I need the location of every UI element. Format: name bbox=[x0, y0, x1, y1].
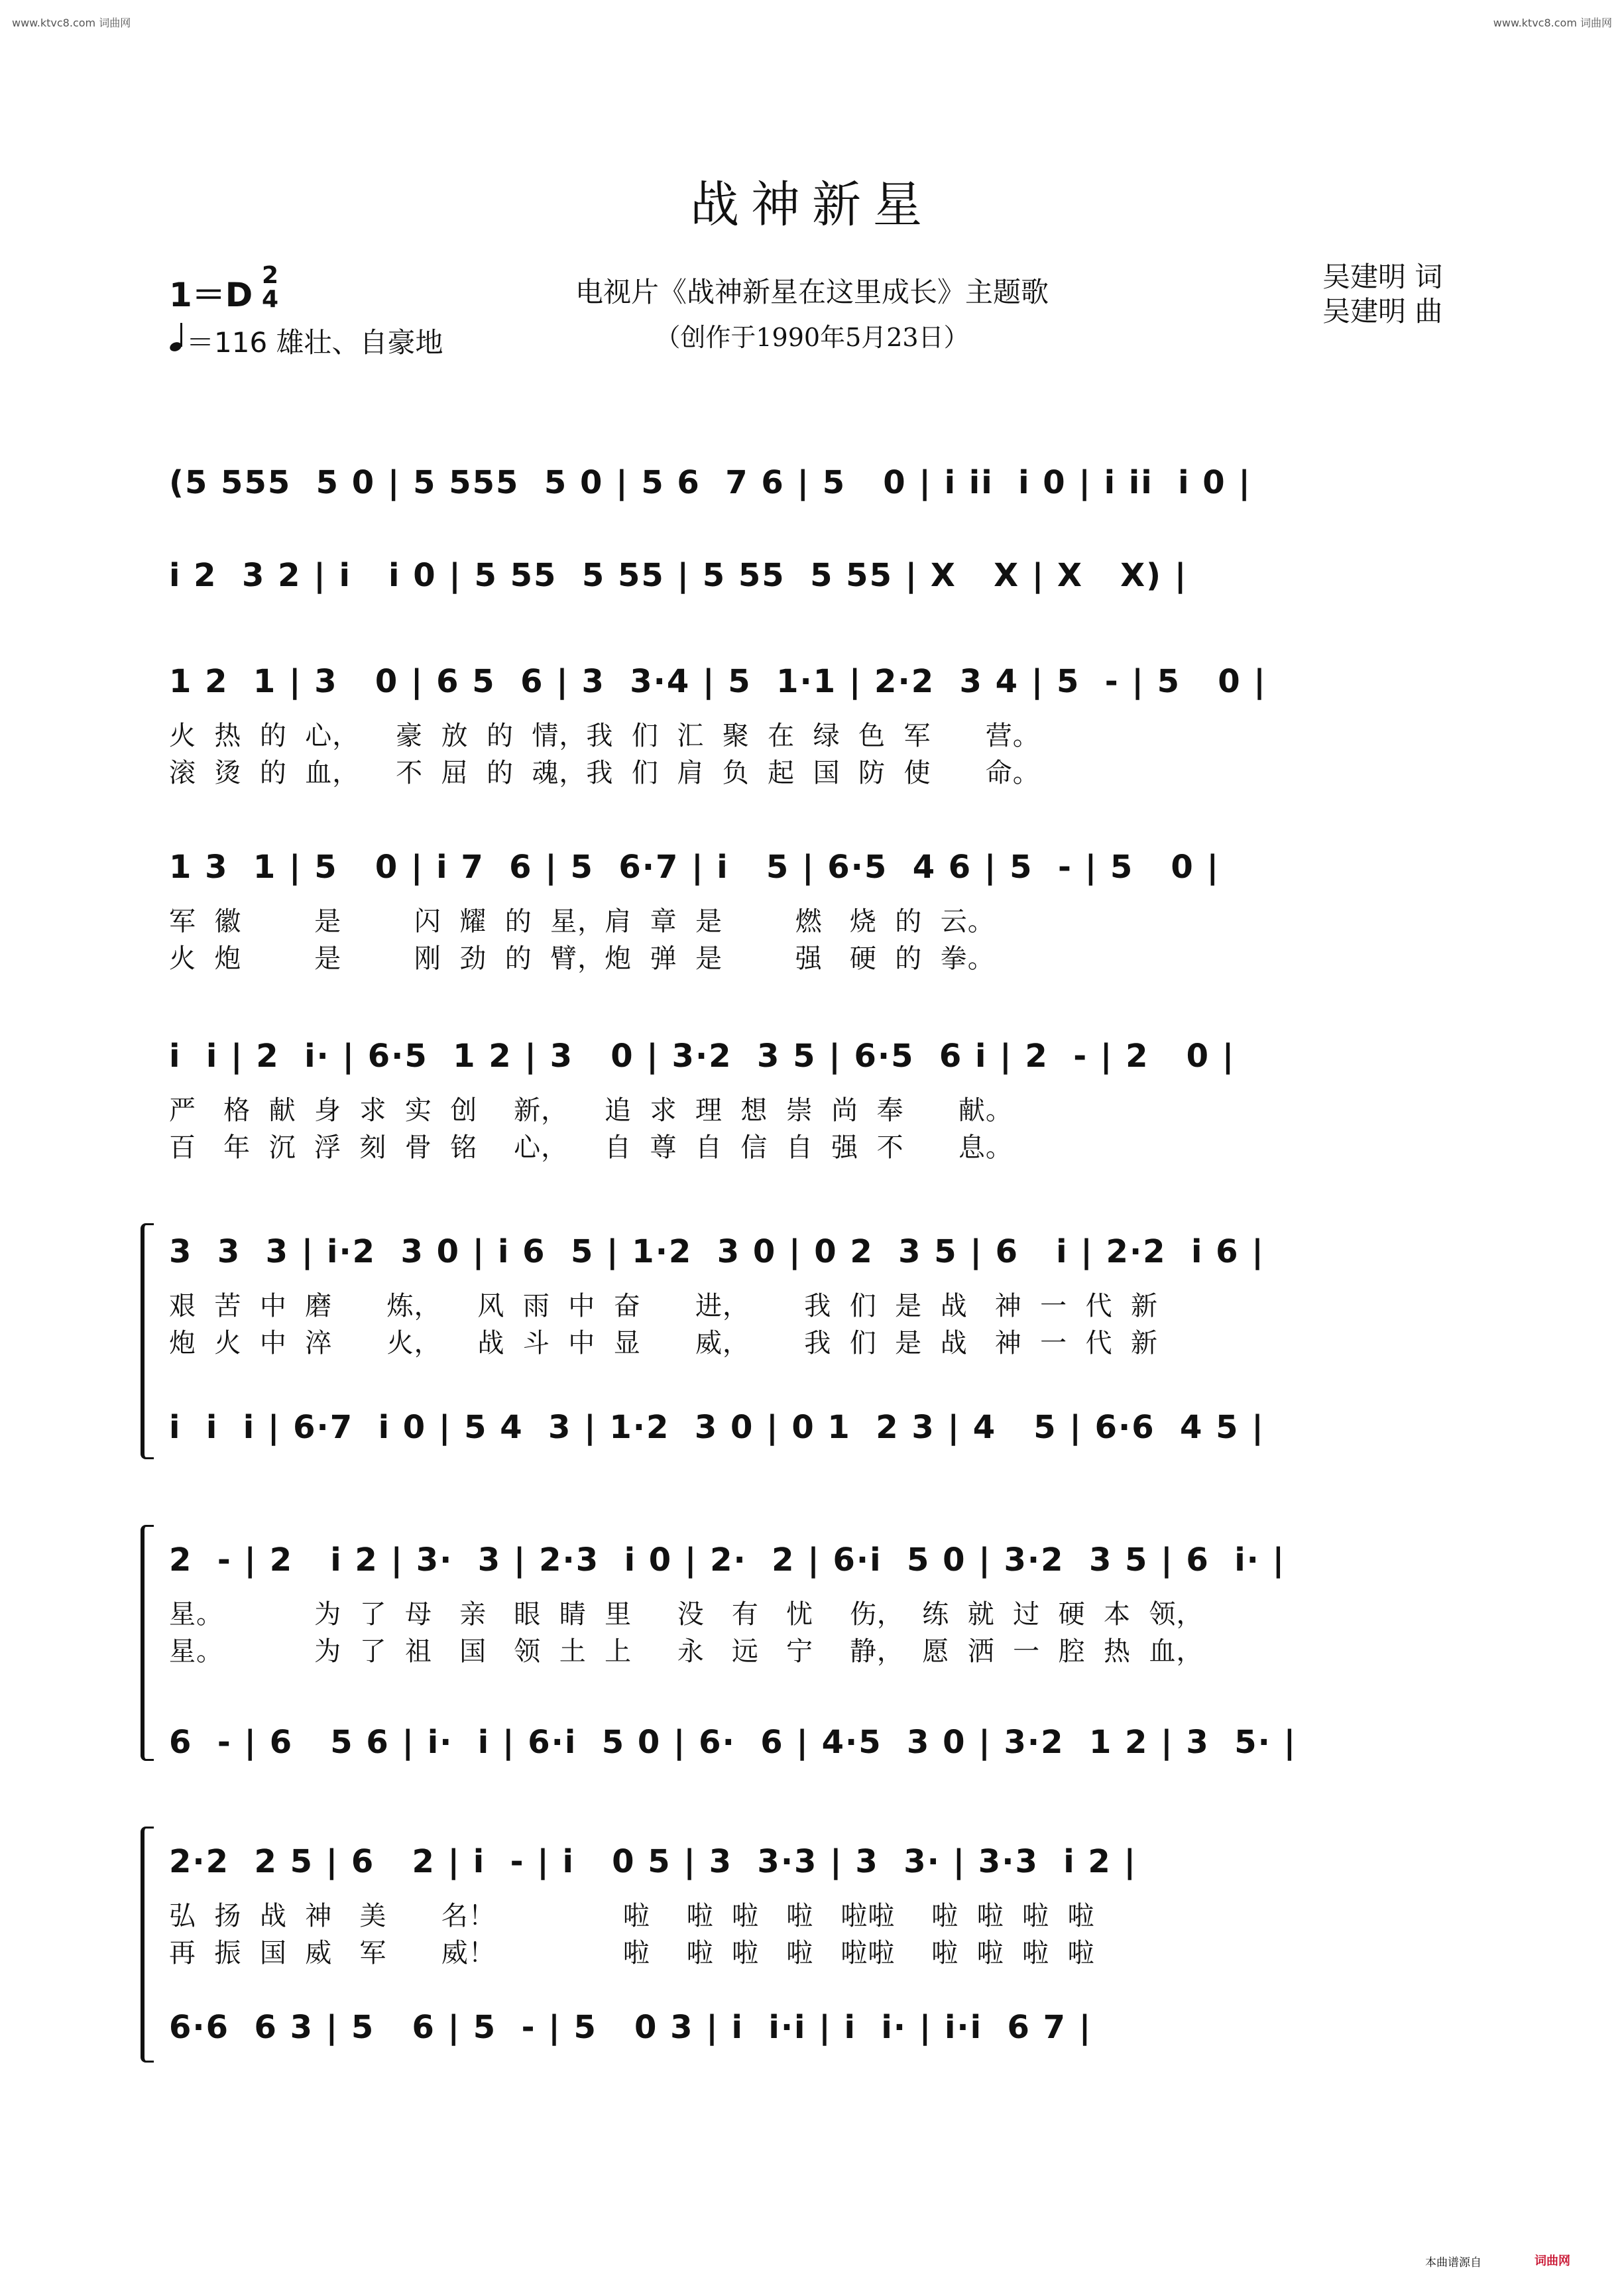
lyric-line: 星。 为 了 祖 国 领 土 上 永 远 宁 静， 愿 洒 一 腔 热 血， bbox=[169, 1636, 1204, 1667]
tempo-text: ＝116 雄壮、自豪地 bbox=[186, 326, 443, 359]
footer-source: 本曲谱源自 bbox=[1425, 2256, 1481, 2269]
meter-bottom: 4 bbox=[262, 286, 279, 313]
notation-line: i i | 2 i· | 6·5 1 2 | 3 0 | 3·2 3 5 | 6·5 6 i | 2 - | 2 0 | bbox=[169, 1038, 1236, 1075]
lyric-line: 严 格 献 身 求 实 创 新， 追 求 理 想 崇 尚 奉 献。 bbox=[169, 1095, 1013, 1126]
notation-line: 1 2 1 | 3 0 | 6 5 6 | 3 3·4 | 5 1·1 | 2·2 3 4 | 5 - | 5 0 | bbox=[169, 663, 1267, 700]
notation-line: (5 555 5 0 | 5 555 5 0 | 5 6 7 6 | 5 0 | i ii i 0 | i ii i 0 | bbox=[169, 464, 1251, 501]
notation-line: 2·2 2 5 | 6 2 | i - | i 0 5 | 3 3·3 | 3 3· | 3·3 i 2 | bbox=[169, 1843, 1137, 1880]
composer-credit: 吴建明 曲 bbox=[1322, 295, 1443, 328]
lyric-line: 炮 火 中 淬 火， 战 斗 中 显 威， 我 们 是 战 神 一 代 新 bbox=[169, 1328, 1159, 1358]
notation-line: 6 - | 6 5 6 | i· i | 6·i 5 0 | 6· 6 | 4·5 3 0 | 3·2 1 2 | 3 5· | bbox=[169, 1724, 1297, 1761]
system-brace bbox=[141, 1525, 154, 1761]
notation-line: 1 3 1 | 5 0 | i 7 6 | 5 6·7 | i 5 | 6·5 4 6 | 5 - | 5 0 | bbox=[169, 849, 1220, 886]
lyric-line: 火 炮 是 刚 劲 的 臂，炮 弹 是 强 硬 的 拳。 bbox=[169, 943, 995, 974]
key-signature: 1＝D bbox=[169, 276, 253, 314]
notation-line: 6·6 6 3 | 5 6 | 5 - | 5 0 3 | i i·i | i i· | i·i 6 7 | bbox=[169, 2009, 1092, 2046]
notation-line: 2 - | 2 i 2 | 3· 3 | 2·3 i 0 | 2· 2 | 6·i 5 0 | 3·2 3 5 | 6 i· | bbox=[169, 1541, 1286, 1579]
meter-top: 2 bbox=[262, 262, 279, 289]
lyric-line: 军 徽 是 闪 耀 的 星，肩 章 是 燃 烧 的 云。 bbox=[169, 906, 995, 937]
lyric-line: 再 振 国 威 军 威！ 啦 啦 啦 啦 啦啦 啦 啦 啦 啦 bbox=[169, 1938, 1095, 1968]
notation-line: i i i | 6·7 i 0 | 5 4 3 | 1·2 3 0 | 0 1 2 3 | 4 5 | 6·6 4 5 | bbox=[169, 1409, 1265, 1446]
notation-line: 3 3 3 | i·2 3 0 | i 6 5 | 1·2 3 0 | 0 2 3 5 | 6 i | 2·2 i 6 | bbox=[169, 1233, 1265, 1270]
watermark-left: www.ktvc8.com 词曲网 bbox=[12, 17, 131, 29]
lyricist-credit: 吴建明 词 bbox=[1322, 261, 1443, 293]
lyric-line: 百 年 沉 浮 刻 骨 铭 心， 自 尊 自 信 自 强 不 息。 bbox=[169, 1132, 1013, 1163]
system-brace bbox=[141, 1223, 154, 1459]
subtitle: 电视片《战神新星在这里成长》主题歌 bbox=[575, 276, 1049, 308]
footer-logo: 词曲网 bbox=[1535, 2254, 1570, 2268]
watermark-right: www.ktvc8.com 词曲网 bbox=[1493, 17, 1612, 29]
lyric-line: 火 热 的 心， 豪 放 的 情，我 们 汇 聚 在 绿 色 军 营。 bbox=[169, 721, 1040, 751]
lyric-line: 滚 烫 的 血， 不 屈 的 魂，我 们 肩 负 起 国 防 使 命。 bbox=[169, 758, 1040, 788]
lyric-line: 星。 为 了 母 亲 眼 睛 里 没 有 忧 伤， 练 就 过 硬 本 领， bbox=[169, 1599, 1204, 1630]
song-title: 战神新星 bbox=[690, 176, 934, 233]
lyric-line: 弘 扬 战 神 美 名！ 啦 啦 啦 啦 啦啦 啦 啦 啦 啦 bbox=[169, 1901, 1095, 1931]
subtitle-date: （创作于1990年5月23日） bbox=[655, 323, 969, 352]
system-brace bbox=[141, 1827, 154, 2063]
notation-line: i 2 3 2 | i i 0 | 5 55 5 55 | 5 55 5 55 | X X | X X) | bbox=[169, 557, 1188, 594]
lyric-line: 艰 苦 中 磨 炼， 风 雨 中 奋 进， 我 们 是 战 神 一 代 新 bbox=[169, 1291, 1159, 1321]
